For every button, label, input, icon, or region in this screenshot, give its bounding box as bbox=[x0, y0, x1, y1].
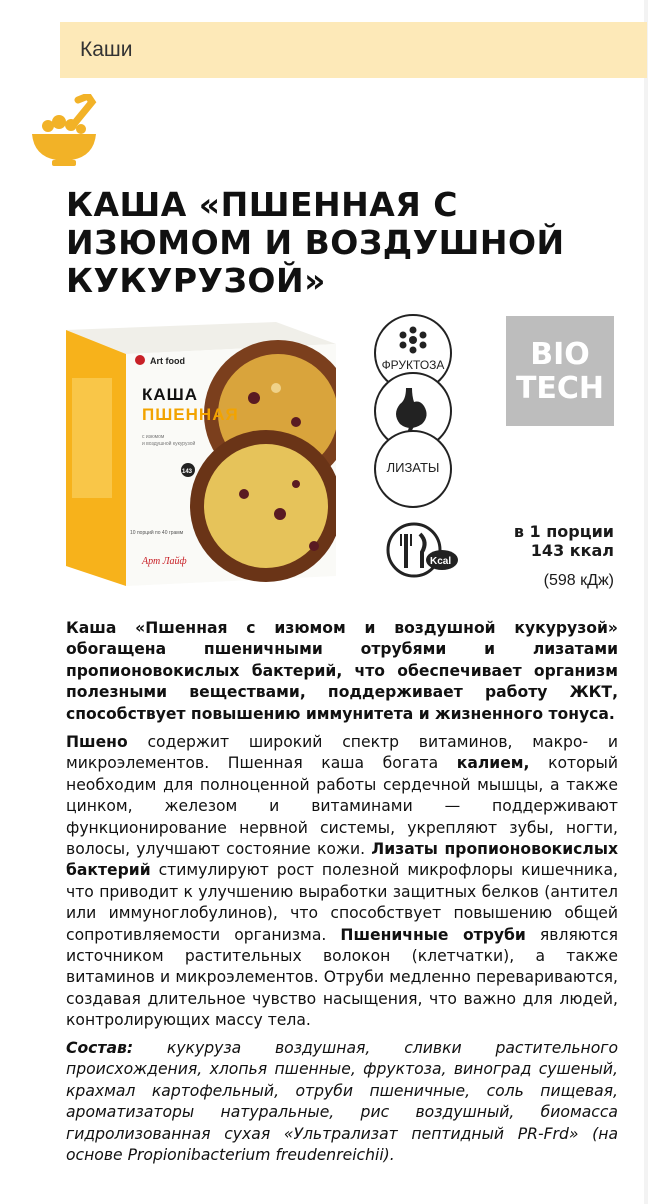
package-brand: Art food bbox=[150, 356, 185, 366]
porridge-bowl-icon bbox=[26, 94, 102, 170]
kcal-icon-label: Kcal bbox=[430, 556, 452, 567]
lysates-term: Лизаты пропионовокислых бактерий bbox=[66, 840, 619, 880]
potassium-term: калием, bbox=[456, 754, 530, 773]
package-kcal-badge: 143 bbox=[182, 469, 193, 475]
millet-term: Пшено bbox=[66, 733, 128, 751]
package-subtitle-line1: с изюмом bbox=[142, 434, 165, 440]
composition-text: кукуруза воздушная, сливки растительного происхождения, хлопья пшенные, фруктоза, виноград сушеный, крахмал картофельный, отруби пшеничные, соль пищевая, ароматизаторы натуральные, рис воздушный, биомасса гидролизованная сухая «Ультрализат пептидный PR-Frd» (на основе Propionibacterium freudenreichii). bbox=[66, 1039, 618, 1165]
fructose-icon bbox=[376, 322, 450, 362]
description-text-2: который необходим для полноценной работы сердечной мышцы, а также цинком, железом и витаминами — поддерживают функционирование нервной системы, укрепляют зубы, ногти, волосы, улучшают состояние кожи. bbox=[66, 754, 618, 859]
fructose-label: ФРУКТОЗА bbox=[381, 358, 445, 372]
bran-term: Пшеничные отруби bbox=[340, 925, 526, 944]
description-text-3: стимулируют рост полезной микрофлоры кишечника, что приводит к улучшению выработки защитных белков (антител или иммуноглобулинов), что способствует повышению общей сопротивляемости организма. bbox=[66, 861, 618, 944]
composition-label: Состав: bbox=[66, 1039, 134, 1057]
lysates-label: ЛИЗАТЫ bbox=[386, 460, 440, 475]
package-name-line2: ПШЕННАЯ bbox=[142, 405, 239, 424]
product-package-image bbox=[66, 318, 336, 586]
package-logo: Арт Лайф bbox=[142, 556, 187, 567]
portion-info bbox=[480, 522, 614, 560]
composition-paragraph bbox=[66, 1038, 618, 1166]
section-header-label: Каши bbox=[80, 38, 133, 61]
lysates-badge bbox=[374, 430, 452, 508]
package-subtitle-line2: и воздушной кукурузой bbox=[142, 441, 196, 447]
product-title: КАША «ПШЕННАЯ С ИЗЮМОМ И ВОЗДУШНОЙ КУКУРУЗОЙ» bbox=[66, 185, 565, 300]
biotech-line2: TECH bbox=[515, 371, 605, 406]
portion-kj: (598 кДж) bbox=[543, 572, 614, 589]
kcal-cutlery-icon bbox=[384, 520, 462, 584]
description-text-4: являются источником растительных волокон (клетчатки), а также витаминов и микроэлементов. Отруби медленно перевариваются, создавая длительное чувство насыщения, что важно для людей, контролирующих массу тела. bbox=[66, 925, 618, 1030]
description-text-1: содержит широкий спектр витаминов, макро- и микроэлементов. Пшенная каша богата bbox=[66, 733, 618, 773]
biotech-line1: BIO bbox=[530, 337, 590, 372]
package-name-line1: КАША bbox=[142, 385, 199, 404]
description-paragraph bbox=[66, 732, 618, 1032]
portion-line2: 143 ккал bbox=[530, 541, 614, 560]
package-portions: 10 порций по 40 грамм bbox=[130, 530, 184, 536]
page-edge bbox=[644, 0, 648, 1204]
intro-paragraph: Каша «Пшенная с изюмом и воздушной кукурузой» обогащена пшеничными отрубями и лизатами пропионовокислых бактерий, что обеспечивает организм полезными веществами, поддерживает работу ЖКТ, способствует повышению иммунитета и жизненного тонуса. bbox=[66, 619, 618, 723]
biotech-logo bbox=[506, 316, 614, 426]
section-header bbox=[60, 22, 647, 78]
portion-line1: в 1 порции bbox=[513, 522, 614, 541]
